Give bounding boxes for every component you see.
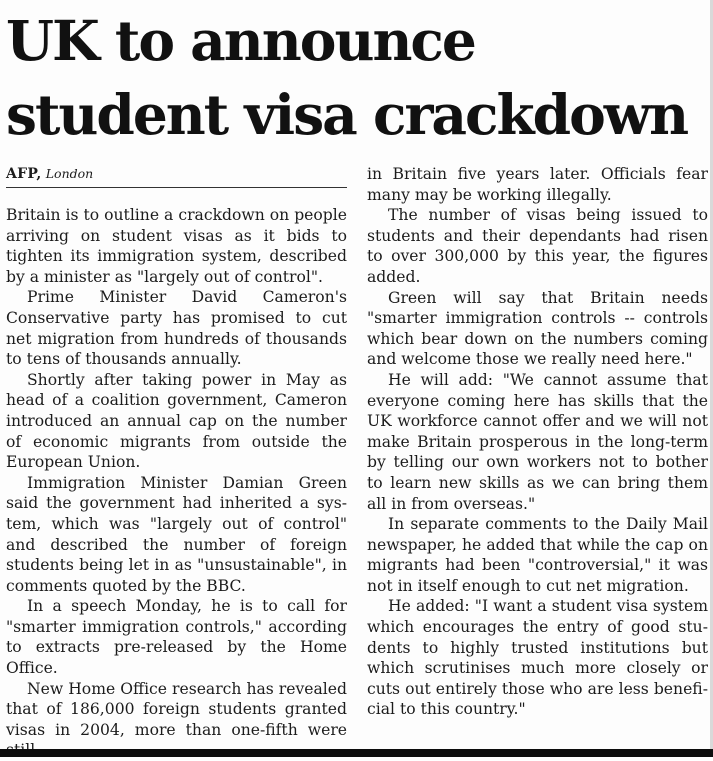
paragraph: In separate comments to the Daily Mail newspaper, he added that while the cap on migrants had been "controversial," it was not in itself enough to cut net migration.	[367, 515, 708, 595]
byline	[6, 164, 347, 188]
paragraph: The number of visas being issued to students and their dependants had risen to over 300,000 by this year, the figures added.	[367, 206, 708, 286]
paragraph: New Home Office research has revealed that of 186,000 foreign students granted visas in 2004, more than one-fifth were	[6, 679, 347, 739]
paragraph: Green will say that Britain needs "smarter immigration controls -- controls which bear down on the numbers coming and welcome those we really need here."	[367, 288, 708, 369]
headline: UK to announce student visa crackdown	[6, 8, 688, 147]
paragraph: He added: "I want a student visa system which encourages the entry of good students to highly trusted institutions but which scrutinises much more closely or cuts out entirely those who are less beneficial to this country."	[367, 597, 708, 719]
paragraph: Immigration Minister Damian Green said the government had inherited a system, which was "largely out of control" and described the number of foreign students being let in as "unsustainable", in comments quoted by the BBC.	[6, 473, 347, 595]
article-column-left	[6, 164, 347, 761]
bottom-border-bar	[0, 749, 713, 757]
dateline: London	[45, 166, 94, 181]
agency-credit: AFP,	[6, 166, 42, 182]
paragraph: In a speech Monday, he is to call for "smarter immigration controls," according to extracts pre-released by the Home Office.	[6, 597, 347, 678]
article-body-left	[6, 205, 347, 761]
paragraph: in Britain five years later. Officials fear many may be working illegally.	[367, 165, 708, 204]
paragraph: He will add: "We cannot assume that everyone coming here has skills that the UK workforce cannot offer and we will not make Britain prosperous in the long-term by telling our own workers not to bother to learn new skills as we can bring them all in from overseas."	[367, 370, 708, 513]
paragraph: Shortly after taking power in May as head of a coalition government, Cameron introduced an annual cap on the number of economic migrants from outside the European Union.	[6, 370, 347, 472]
paragraph: Prime Minister David Cameron's Conservative party has promised to cut net migration from hundreds of thousands to tens of thousands annually.	[6, 288, 347, 369]
paragraph: Britain is to outline a crackdown on people arriving on student visas as it bids to tighten its immigration system, described by a minister as "largely out of control".	[6, 206, 347, 286]
article-column-right	[367, 164, 708, 720]
